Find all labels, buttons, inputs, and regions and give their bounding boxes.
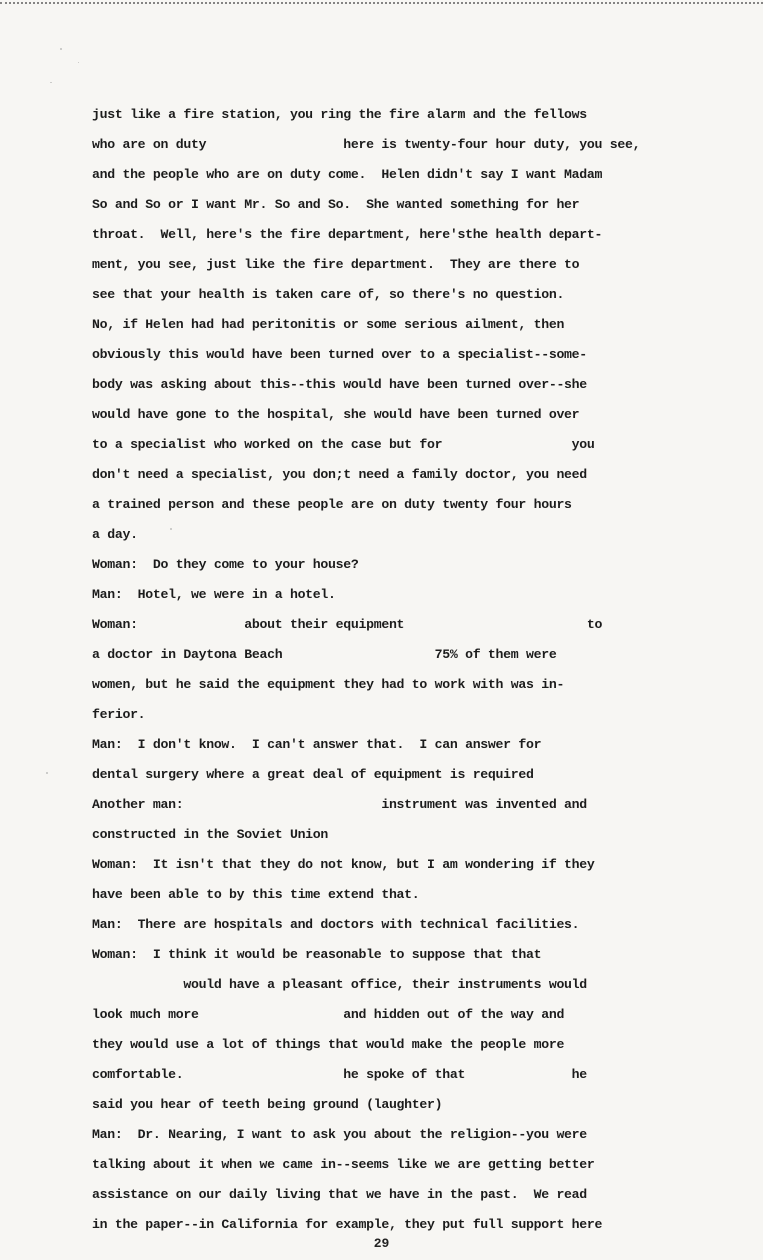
transcript-line: a trained person and these people are on duty twenty four hours bbox=[92, 497, 572, 512]
transcript-line: look much more and hidden out of the way and bbox=[92, 1007, 565, 1022]
transcript-line: a day. bbox=[92, 527, 138, 542]
transcript-line: who are on duty here is twenty-four hour duty, you see, bbox=[92, 137, 641, 152]
transcript-line: assistance on our daily living that we have in the past. We read bbox=[92, 1187, 587, 1202]
transcript-line: Man: I don't know. I can't answer that. I can answer for bbox=[92, 737, 542, 752]
transcript-line: Man: There are hospitals and doctors with technical facilities. bbox=[92, 917, 580, 932]
transcript-line: obviously this would have been turned over to a specialist--some- bbox=[92, 347, 587, 362]
transcript-line: to a specialist who worked on the case but for you bbox=[92, 437, 595, 452]
transcript-line: Woman: I think it would be reasonable to suppose that that bbox=[92, 947, 542, 962]
transcript-line: see that your health is taken care of, so there's no question. bbox=[92, 287, 565, 302]
transcript-text bbox=[92, 100, 732, 1240]
transcript-line: ferior. bbox=[92, 707, 146, 722]
transcript-line: they would use a lot of things that would make the people more bbox=[92, 1037, 565, 1052]
transcript-line: Man: Hotel, we were in a hotel. bbox=[92, 587, 336, 602]
scan-speck bbox=[60, 48, 62, 50]
scan-speck bbox=[46, 772, 48, 774]
transcript-line: Another man: instrument was invented and bbox=[92, 797, 587, 812]
transcript-line: dental surgery where a great deal of equipment is required bbox=[92, 767, 534, 782]
transcript-line: just like a fire station, you ring the fire alarm and the fellows bbox=[92, 107, 587, 122]
page-number: 29 bbox=[373, 1236, 390, 1251]
transcript-line: So and So or I want Mr. So and So. She wanted something for her bbox=[92, 197, 580, 212]
transcript-line: talking about it when we came in--seems like we are getting better bbox=[92, 1157, 595, 1172]
transcript-line: Woman: about their equipment to bbox=[92, 617, 603, 632]
transcript-line: Woman: It isn't that they do not know, but I am wondering if they bbox=[92, 857, 595, 872]
transcript-line: constructed in the Soviet Union bbox=[92, 827, 329, 842]
transcript-line: a doctor in Daytona Beach 75% of them were bbox=[92, 647, 557, 662]
transcript-line: throat. Well, here's the fire department, here'sthe health depart- bbox=[92, 227, 603, 242]
top-edge-border bbox=[0, 2, 763, 4]
transcript-line: Man: Dr. Nearing, I want to ask you about the religion--you were bbox=[92, 1127, 587, 1142]
transcript-line: Woman: Do they come to your house? bbox=[92, 557, 359, 572]
transcript-line: ment, you see, just like the fire department. They are there to bbox=[92, 257, 580, 272]
transcript-line: No, if Helen had had peritonitis or some serious ailment, then bbox=[92, 317, 565, 332]
transcript-line: comfortable. he spoke of that he bbox=[92, 1067, 587, 1082]
scan-speck bbox=[50, 82, 52, 83]
transcript-line: body was asking about this--this would have been turned over--she bbox=[92, 377, 587, 392]
transcript-line: in the paper--in California for example, they put full support here bbox=[92, 1217, 603, 1232]
transcript-line: and the people who are on duty come. Helen didn't say I want Madam bbox=[92, 167, 603, 182]
transcript-line: would have a pleasant office, their instruments would bbox=[92, 977, 587, 992]
transcript-line: women, but he said the equipment they had to work with was in- bbox=[92, 677, 565, 692]
transcript-line: have been able to by this time extend that. bbox=[92, 887, 420, 902]
transcript-line: said you hear of teeth being ground (laughter) bbox=[92, 1097, 443, 1112]
transcript-line: don't need a specialist, you don;t need a family doctor, you need bbox=[92, 467, 587, 482]
scan-speck bbox=[78, 62, 79, 63]
transcript-line: would have gone to the hospital, she would have been turned over bbox=[92, 407, 580, 422]
